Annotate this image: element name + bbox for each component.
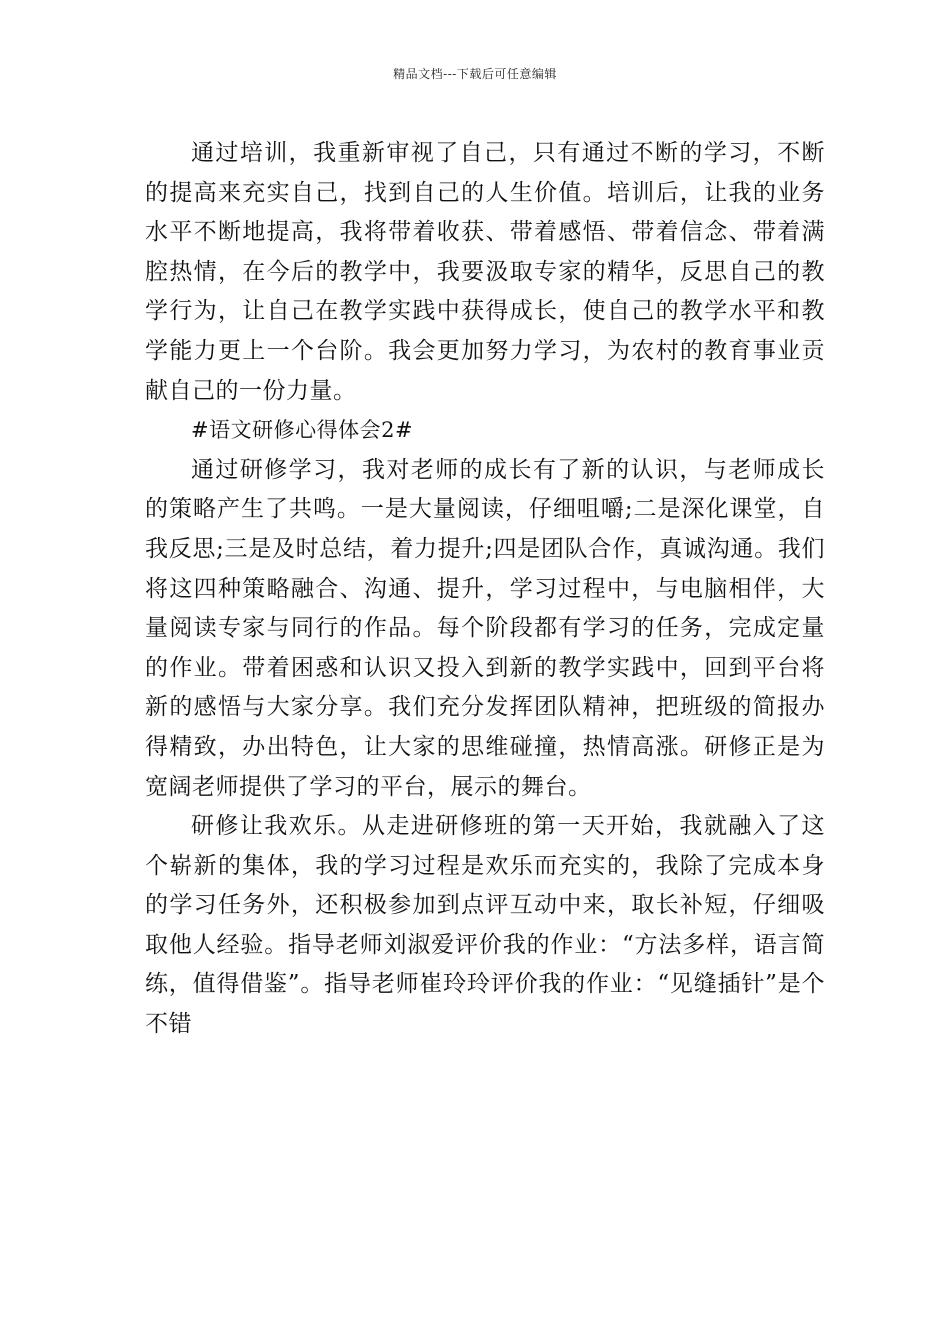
paragraph-study-strategies: 通过研修学习，我对老师的成长有了新的认识，与老师成长的策略产生了共鸣。一是大量阅读，仔细咀嚼;二是深化课堂，自我反思;三是及时总结，着力提升;四是团队合作，真诚沟通。我们将这四种策略融合、沟通、提升，学习过程中，与电脑相伴，大量阅读专家与同行的作品。每个阶段都有学习的任务，完成定量的作业。带着困惑和认识又投入到新的教学实践中，回到平台将新的感悟与大家分享。我们充分发挥团队精神，把班级的简报办得精致，办出特色，让大家的思维碰撞，热情高涨。研修正是为宽阔老师提供了学习的平台，展示的舞台。	[145, 456, 825, 800]
paragraph-study-joy: 研修让我欢乐。从走进研修班的第一天开始，我就融入了这个崭新的集体，我的学习过程是欢乐而充实的，我除了完成本身的学习任务外，还积极参加到点评互动中来，取长补短，仔细吸取他人经验。指导老师刘淑爱评价我的作业：“方法多样，语言简练，值得借鉴”。指导老师崔玲玲评价我的作业：“见缝插针”是个不错	[145, 813, 825, 1038]
document-body	[145, 134, 825, 1045]
paragraph-training-reflection: 通过培训，我重新审视了自己，只有通过不断的学习，不断的提高来充实自己，找到自己的人生价值。培训后，让我的业务水平不断地提高，我将带着收获、带着感悟、带着信念、带着满腔热情，在今后的教学中，我要汲取专家的精华，反思自己的教学行为，让自己在教学实践中获得成长，使自己的教学水平和教学能力更上一个台阶。我会更加努力学习，为农村的教育事业贡献自己的一份力量。	[145, 140, 825, 404]
page-header: 精品文档---下载后可任意编辑	[393, 67, 557, 81]
section-heading: #语文研修心得体会2#	[191, 418, 414, 443]
